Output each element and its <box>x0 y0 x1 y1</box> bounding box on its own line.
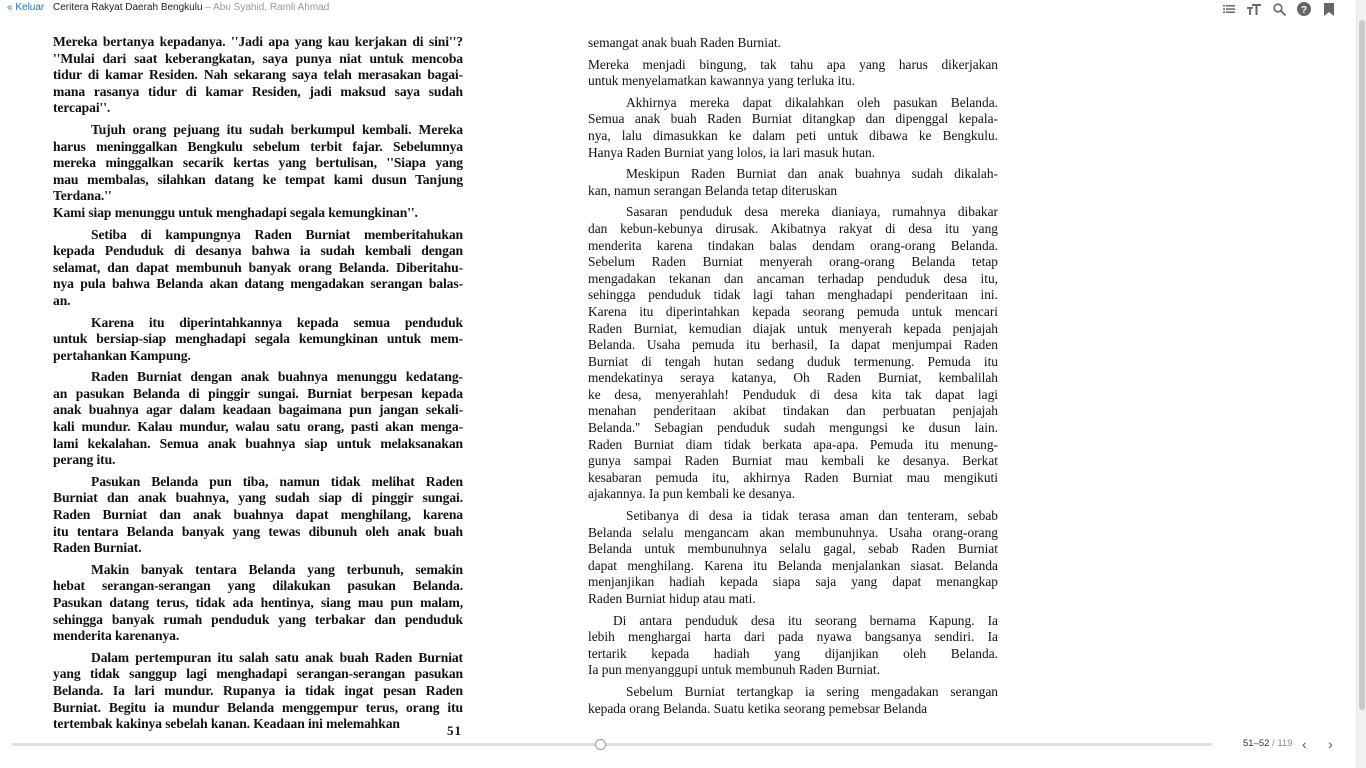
text-line: pertahankan Kampung. <box>53 347 191 363</box>
text-line: Pasukan datang terus, tidak ada hentinya, siang mau pun malam, <box>53 595 463 610</box>
bookmark-icon[interactable] <box>1322 2 1336 16</box>
page-right <box>588 35 998 722</box>
text-line: kepada Penduduk di desanya bahwa ia sudah kembali dengan <box>53 243 463 259</box>
text-size-icon[interactable] <box>1247 2 1261 16</box>
text-line: itu tentara Belanda banyak yang tewas dibunuh oleh anak buah <box>53 523 463 539</box>
text-line: Semua anak buah Raden Burniat ditangkap dan dipenggal kepala- <box>588 111 998 127</box>
text-line: menderita karenanya. <box>53 628 180 644</box>
page-slider-track[interactable] <box>12 743 1212 746</box>
text-line: menderita karena tindakan balas dendam orang-orang Belanda. <box>588 237 998 253</box>
text-line: selamat, dan dapat membunuh banyak orang Belanda. Diberitahu- <box>53 259 463 275</box>
text-line: Sebelum Burniat tertangkap ia sering mengadakan serangan <box>626 683 998 699</box>
paragraph <box>588 35 998 52</box>
page-slider-handle[interactable] <box>595 739 606 750</box>
paragraph <box>588 57 998 90</box>
book-viewport <box>0 20 1356 735</box>
text-line: untuk bersiap-siap menghadapi segala kemungkinan untuk mem- <box>53 331 463 347</box>
text-line: Setibanya di desa ia tidak terasa aman dan tenteram, sebab <box>626 508 998 524</box>
vertical-scrollbar[interactable] <box>1356 0 1366 768</box>
text-line: Belanda. Usaha pemuda itu berhasil, Ia dapat menjumpai Raden <box>588 337 998 353</box>
text-line: gunya sampai Raden Burniat mau kembali ke desanya. Berkat <box>588 453 998 469</box>
next-page-button[interactable]: › <box>1328 736 1333 752</box>
text-line: perang itu. <box>53 452 116 468</box>
paragraph <box>53 369 463 469</box>
scrollbar-thumb[interactable] <box>1359 20 1365 710</box>
text-line: kali mundur. Kalau mundur, walau satu orang, pasti akan menga- <box>53 419 463 435</box>
text-line: Raden Burniat dan anak buahnya dapat menghilang, karena <box>53 507 463 523</box>
text-line: kan, namun serangan Belanda tetap diteruskan <box>588 182 838 198</box>
text-line: Akhirnya mereka dapat dikalahkan oleh pasukan Belanda. <box>626 94 998 110</box>
top-bar <box>0 0 1356 18</box>
book-authors: Abu Syahid, Ramli Ahmad <box>213 2 330 13</box>
text-line: ke desa, menyerahlah! Penduduk di desa kita tak dapat lagi <box>588 386 998 402</box>
text-line: mengadakan tekanan dan ancaman terhadap penduduk desa itu, <box>588 270 998 286</box>
page-range: 51–52 <box>1243 738 1270 749</box>
text-line: semangat anak buah Raden Burniat. <box>588 35 781 50</box>
text-line: Di antara penduduk desa itu seorang bernama Kapung. Ia <box>613 612 998 628</box>
page-number: 51 <box>447 723 462 738</box>
text-line: Sebelum Raden Burniat menyerah orang-orang Belanda tetap <box>588 254 998 270</box>
paragraph <box>53 122 463 222</box>
text-line: hebat serangan-serangan yang dilakukan pasukan Belanda. <box>53 578 463 594</box>
paragraph <box>53 562 463 645</box>
paragraph <box>53 34 463 117</box>
text-line: Meskipun Raden Burniat dan anak buahnya sudah dikalah- <box>626 166 998 182</box>
text-line: Tujuh orang pejuang itu sudah berkumpul kembali. Mereka <box>91 121 463 137</box>
text-line: Raden Burniat hidup atau mati. <box>588 591 756 606</box>
text-line: Dalam pertempuran itu salah satu anak buah Raden Burniat <box>91 649 463 665</box>
page-left <box>53 34 463 735</box>
paragraph <box>53 227 463 310</box>
text-line: Sasaran penduduk desa mereka dianiaya, rumahnya dibakar <box>626 204 998 220</box>
text-line: untuk menyelamatkan kawannya yang terluka itu. <box>588 73 855 89</box>
title-separator: – <box>202 2 214 13</box>
help-icon[interactable] <box>1297 2 1311 16</box>
paragraph <box>588 508 998 608</box>
text-line: Raden Burniat, kemudian diajak untuk menyerah kepada penjajah <box>588 320 998 336</box>
text-line: mereka minggalkan secarik kertas yang bertulisan, ''Siapa yang <box>53 155 463 171</box>
paragraph <box>588 95 998 161</box>
contents-icon[interactable] <box>1222 2 1236 16</box>
text-line: Raden Burniat dengan anak buahnya menunggu kedatang- <box>91 369 463 385</box>
text-line: anak buahnya agar dalam keadaan bagaimana pun jangan sekali- <box>53 402 463 418</box>
paragraph <box>53 474 463 557</box>
text-line: Makin banyak tentara Belanda yang terbunuh, semakin <box>91 561 463 577</box>
text-line: Mereka bertanya kepadanya. ''Jadi apa yang kau kerjakan di sini''? <box>53 34 463 49</box>
text-line: yang tidak sanggup lagi menghadapi serangan-serangan pasukan <box>53 666 463 682</box>
text-line: Burniat dan anak buahnya, yang sudah siap di pinggir sungai. <box>53 490 463 506</box>
text-line: tertembak kakinya sebelah kanan. Keadaan ini melemahkan <box>53 716 400 732</box>
search-icon[interactable] <box>1272 2 1286 16</box>
text-line: mendekatinya seraya katanya, Oh Raden Burniat, kembalilah <box>588 370 998 386</box>
paragraph <box>588 166 998 199</box>
text-line: Raden Burniat. <box>53 540 142 556</box>
text-line: Burniat. Begitu ia mundur Belanda menggempur terus, orang itu <box>53 699 463 715</box>
text-line: Pasukan Belanda pun tiba, namun tidak melihat Raden <box>91 473 463 489</box>
text-line: tertarik kepada hadiah yang dijanjikan oleh Belanda. <box>588 645 998 661</box>
text-line: Belanda selalu mengancam akan membunuhnya. Usaha orang-orang <box>588 524 998 540</box>
text-line: dapat menghilang. Karena itu Belanda menjalankan siasat. Belanda <box>588 557 998 573</box>
page-counter <box>1243 738 1293 749</box>
book-title: Ceritera Rakyat Daerah Bengkulu <box>53 2 203 13</box>
text-line: mau membalas, silahkan datang ke tempat kami dusun Tanjung <box>53 171 463 187</box>
svg-text:?: ? <box>1300 5 1308 16</box>
text-line: lebih menghargai harta dari pada nyawa bangsanya sendiri. Ia <box>588 629 998 645</box>
text-line: an. <box>53 292 71 308</box>
text-line: nya, lalu dimasukkan ke dalam peti untuk dibawa ke Bengkulu. <box>588 127 998 143</box>
paragraph <box>588 684 998 717</box>
text-line: Ia pun menyanggupi untuk membunuh Raden Burniat. <box>588 662 880 678</box>
back-link[interactable]: « Keluar <box>7 2 45 13</box>
text-line: Belanda. Ia lari mundur. Rupanya ia tidak ingat pesan Raden <box>53 682 463 698</box>
text-line: tidur di kamar Residen. Nah sekarang saya telah merasakan bagai- <box>53 67 463 83</box>
text-line: Mereka menjadi bingung, tak tahu apa yang harus dikerjakan <box>588 56 998 72</box>
text-line: menahan penderitaan akibat tindakan dan perbuatan penjajah <box>588 403 998 419</box>
text-line: mana rasanya tidur di kamar Residen, jadi maksud saya sudah <box>53 83 463 99</box>
text-line: kesabaran pemuda itu, akhirnya Raden Burniat mau mengikuti <box>588 469 998 485</box>
text-line: menjanjikan hadiah kepada siapa saja yang dapat menangkap <box>588 574 998 590</box>
paragraph <box>588 204 998 503</box>
previous-page-button[interactable]: ‹ <box>1302 736 1307 752</box>
text-line: Raden Burniat diam tidak berkata apa-apa. Pemuda itu menung- <box>588 436 998 452</box>
text-line: Hanya Raden Burniat yang lolos, ia lari masuk hutan. <box>588 144 876 160</box>
text-line: lami kekalahan. Semua anak buahnya siap untuk melaksanakan <box>53 435 463 451</box>
page-total: / 119 <box>1269 738 1293 749</box>
text-line: dan kebun-kebunya dirusak. Akibatnya rakyat di desa itu yang <box>588 220 998 236</box>
text-line: ajakannya. Ia pun kembali ke desanya. <box>588 486 796 502</box>
text-line: tercapai''. <box>53 100 111 116</box>
text-line: sehingga penduduk tidak lagi tahan menghadapi penderitaan ini. <box>588 287 998 303</box>
paragraph <box>588 613 998 679</box>
book-title-bar <box>53 0 329 16</box>
text-line: Karena itu diperintahkan kepada seorang pemuda untuk mencari <box>588 303 998 319</box>
text-line: Kami siap menunggu untuk menghadapi segala kemungkinan''. <box>53 204 418 220</box>
text-line: ''Mulai dari saat keberangkatan, saya punya niat untuk mencoba <box>53 50 463 66</box>
paragraph <box>53 650 463 733</box>
paragraph <box>53 315 463 365</box>
toolbar-icons <box>1222 2 1336 16</box>
text-line: kepada orang Belanda. Suatu ketika seorang pemebsar Belanda <box>588 700 928 716</box>
text-line: Belanda.'' Sebagian penduduk sudah mengungsi ke dusun lain. <box>588 420 998 436</box>
text-line: harus meninggalkan Bengkulu sebelum terbit fajar. Sebelumnya <box>53 138 463 154</box>
text-line: sehingga banyak rumah penduduk yang terbakar dan penduduk <box>53 611 463 627</box>
text-line: Karena itu diperintahkannya kepada semua penduduk <box>91 314 463 330</box>
text-line: Terdana.'' <box>53 188 112 204</box>
text-line: Belanda untuk membunuhnya selalu gagal, sebab Raden Burniat <box>588 541 998 557</box>
text-line: nya pula bahwa Belanda akan datang mengadakan serangan balas- <box>53 276 463 292</box>
text-line: Burniat di tengah hutan sedang duduk termenung. Pemuda itu <box>588 353 998 369</box>
text-line: an pasukan Belanda di pinggir sungai. Burniat berpesan kepada <box>53 385 463 401</box>
text-line: Setiba di kampungnya Raden Burniat memberitahukan <box>91 226 463 242</box>
